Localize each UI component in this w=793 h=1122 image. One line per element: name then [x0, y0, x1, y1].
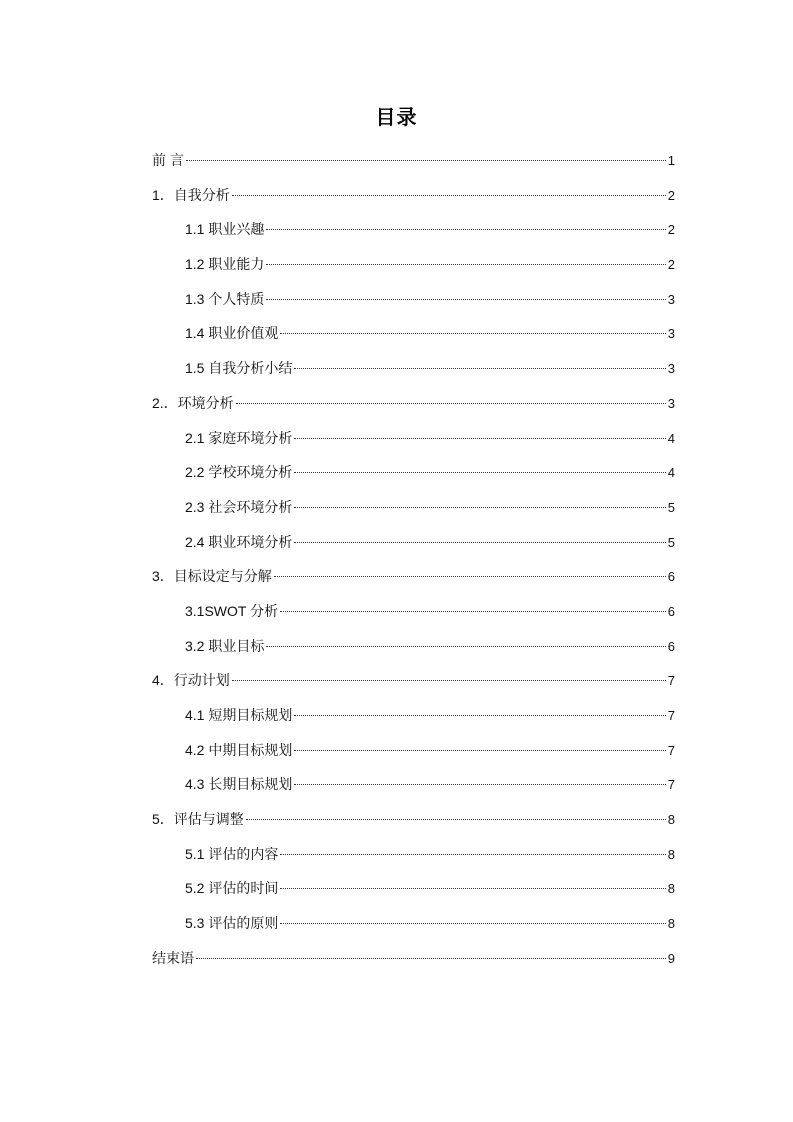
toc-entry-label: 2.．环境分析 — [152, 394, 234, 411]
toc-entry-page-number: 8 — [667, 916, 675, 932]
toc-entry[interactable] — [152, 389, 675, 424]
toc-entry-label: 3.2 职业目标 — [185, 637, 265, 654]
toc-entry-label: 2.2 学校环境分析 — [185, 464, 293, 481]
toc-entry-page-number: 2 — [667, 222, 675, 238]
toc-entry[interactable] — [152, 319, 675, 354]
toc-dot-leader — [280, 888, 665, 889]
toc-dot-leader — [294, 368, 665, 369]
toc-entry-label: 4.1 短期目标规划 — [185, 707, 293, 723]
toc-entry[interactable] — [152, 424, 675, 459]
toc-list — [152, 146, 675, 979]
toc-dot-leader — [294, 715, 665, 716]
toc-entry[interactable] — [152, 493, 675, 528]
toc-entry-page-number: 9 — [667, 950, 675, 966]
toc-dot-leader — [294, 542, 665, 543]
toc-dot-leader — [274, 576, 666, 577]
toc-dot-leader — [266, 264, 665, 265]
toc-entry[interactable] — [152, 632, 675, 667]
toc-entry[interactable] — [152, 528, 675, 563]
toc-entry-page-number: 6 — [667, 569, 675, 585]
toc-dot-leader — [280, 854, 665, 855]
toc-entry-page-number: 7 — [667, 742, 675, 758]
toc-entry[interactable] — [152, 874, 675, 909]
toc-entry-page-number: 3 — [667, 395, 675, 411]
toc-entry-page-number: 2 — [667, 257, 675, 273]
toc-entry[interactable] — [152, 840, 675, 875]
toc-entry[interactable] — [152, 285, 675, 320]
toc-entry-page-number: 3 — [667, 361, 675, 377]
toc-dot-leader — [280, 923, 665, 924]
toc-entry-label: 1.4 职业价值观 — [185, 325, 279, 342]
toc-entry-label: 1.5 自我分析小结 — [185, 360, 293, 377]
toc-title: 目录 — [375, 107, 418, 129]
toc-entry-label: 1.2 职业能力 — [185, 256, 265, 273]
toc-entry-label: 5.2 评估的时间 — [185, 880, 279, 897]
toc-dot-leader — [186, 160, 666, 161]
toc-entry-page-number: 3 — [667, 326, 675, 342]
toc-entry-page-number: 5 — [667, 534, 675, 550]
toc-entry[interactable] — [152, 701, 675, 736]
toc-dot-leader — [280, 333, 665, 334]
toc-entry-label: 1.3 个人特质 — [185, 290, 265, 307]
toc-entry[interactable] — [152, 597, 675, 632]
toc-entry[interactable] — [152, 909, 675, 944]
toc-dot-leader — [232, 195, 666, 196]
toc-dot-leader — [294, 438, 665, 439]
toc-entry[interactable] — [152, 250, 675, 285]
toc-entry-label: 2.4 职业环境分析 — [185, 533, 293, 550]
toc-entry[interactable] — [152, 354, 675, 389]
toc-entry-label: 5.3 评估的原则 — [185, 915, 279, 932]
toc-entry-label: 5．评估与调整 — [152, 811, 244, 828]
toc-entry-page-number: 4 — [667, 430, 675, 446]
toc-entry-label: 1.1 职业兴趣 — [185, 221, 265, 238]
toc-entry[interactable] — [152, 736, 675, 771]
toc-entry-page-number: 8 — [667, 881, 675, 897]
toc-entry[interactable] — [152, 215, 675, 250]
toc-entry[interactable] — [152, 666, 675, 701]
toc-dot-leader — [294, 472, 665, 473]
toc-dot-leader — [196, 958, 666, 959]
toc-entry[interactable] — [152, 944, 675, 979]
toc-entry-label: 结束语 — [152, 949, 194, 966]
toc-dot-leader — [246, 819, 666, 820]
toc-entry[interactable] — [152, 805, 675, 840]
toc-entry-page-number: 6 — [667, 603, 675, 619]
toc-entry-label: 3.1SWOT 分析 — [185, 602, 279, 619]
toc-entry-label: 3．目标设定与分解 — [152, 568, 272, 585]
toc-entry-page-number: 8 — [667, 812, 675, 828]
toc-entry-page-number: 2 — [667, 187, 675, 203]
toc-entry-label: 1．自我分析 — [152, 186, 230, 203]
toc-entry-label: 4.3 长期目标规划 — [185, 776, 293, 793]
toc-entry-page-number: 7 — [667, 673, 675, 689]
toc-entry-label: 2.3 社会环境分析 — [185, 498, 293, 515]
toc-dot-leader — [266, 229, 665, 230]
toc-dot-leader — [294, 750, 665, 751]
toc-dot-leader — [266, 299, 665, 300]
toc-entry[interactable] — [152, 181, 675, 216]
toc-entry[interactable] — [152, 458, 675, 493]
toc-entry[interactable] — [152, 562, 675, 597]
toc-entry-label: 2.1 家庭环境分析 — [185, 429, 293, 446]
toc-entry-page-number: 3 — [667, 291, 675, 307]
toc-entry[interactable] — [152, 770, 675, 805]
toc-dot-leader — [232, 680, 666, 681]
toc-entry-page-number: 8 — [667, 846, 675, 862]
toc-entry-page-number: 5 — [667, 499, 675, 515]
toc-entry-label: 4.2 中期目标规划 — [185, 741, 293, 758]
toc-entry[interactable] — [152, 146, 675, 181]
toc-entry-page-number: 4 — [667, 465, 675, 481]
toc-dot-leader — [280, 611, 666, 612]
toc-entry-page-number: 7 — [667, 777, 675, 793]
toc-dot-leader — [294, 507, 665, 508]
toc-entry-page-number: 7 — [667, 708, 675, 723]
toc-entry-label: 5.1 评估的内容 — [185, 845, 279, 862]
toc-entry-page-number: 1 — [667, 153, 675, 168]
toc-entry-label: 前 言 — [152, 152, 184, 168]
toc-dot-leader — [266, 646, 665, 647]
toc-entry-label: 4．行动计划 — [152, 672, 230, 689]
toc-entry-page-number: 6 — [667, 638, 675, 654]
toc-dot-leader — [236, 403, 666, 404]
toc-dot-leader — [294, 784, 665, 785]
